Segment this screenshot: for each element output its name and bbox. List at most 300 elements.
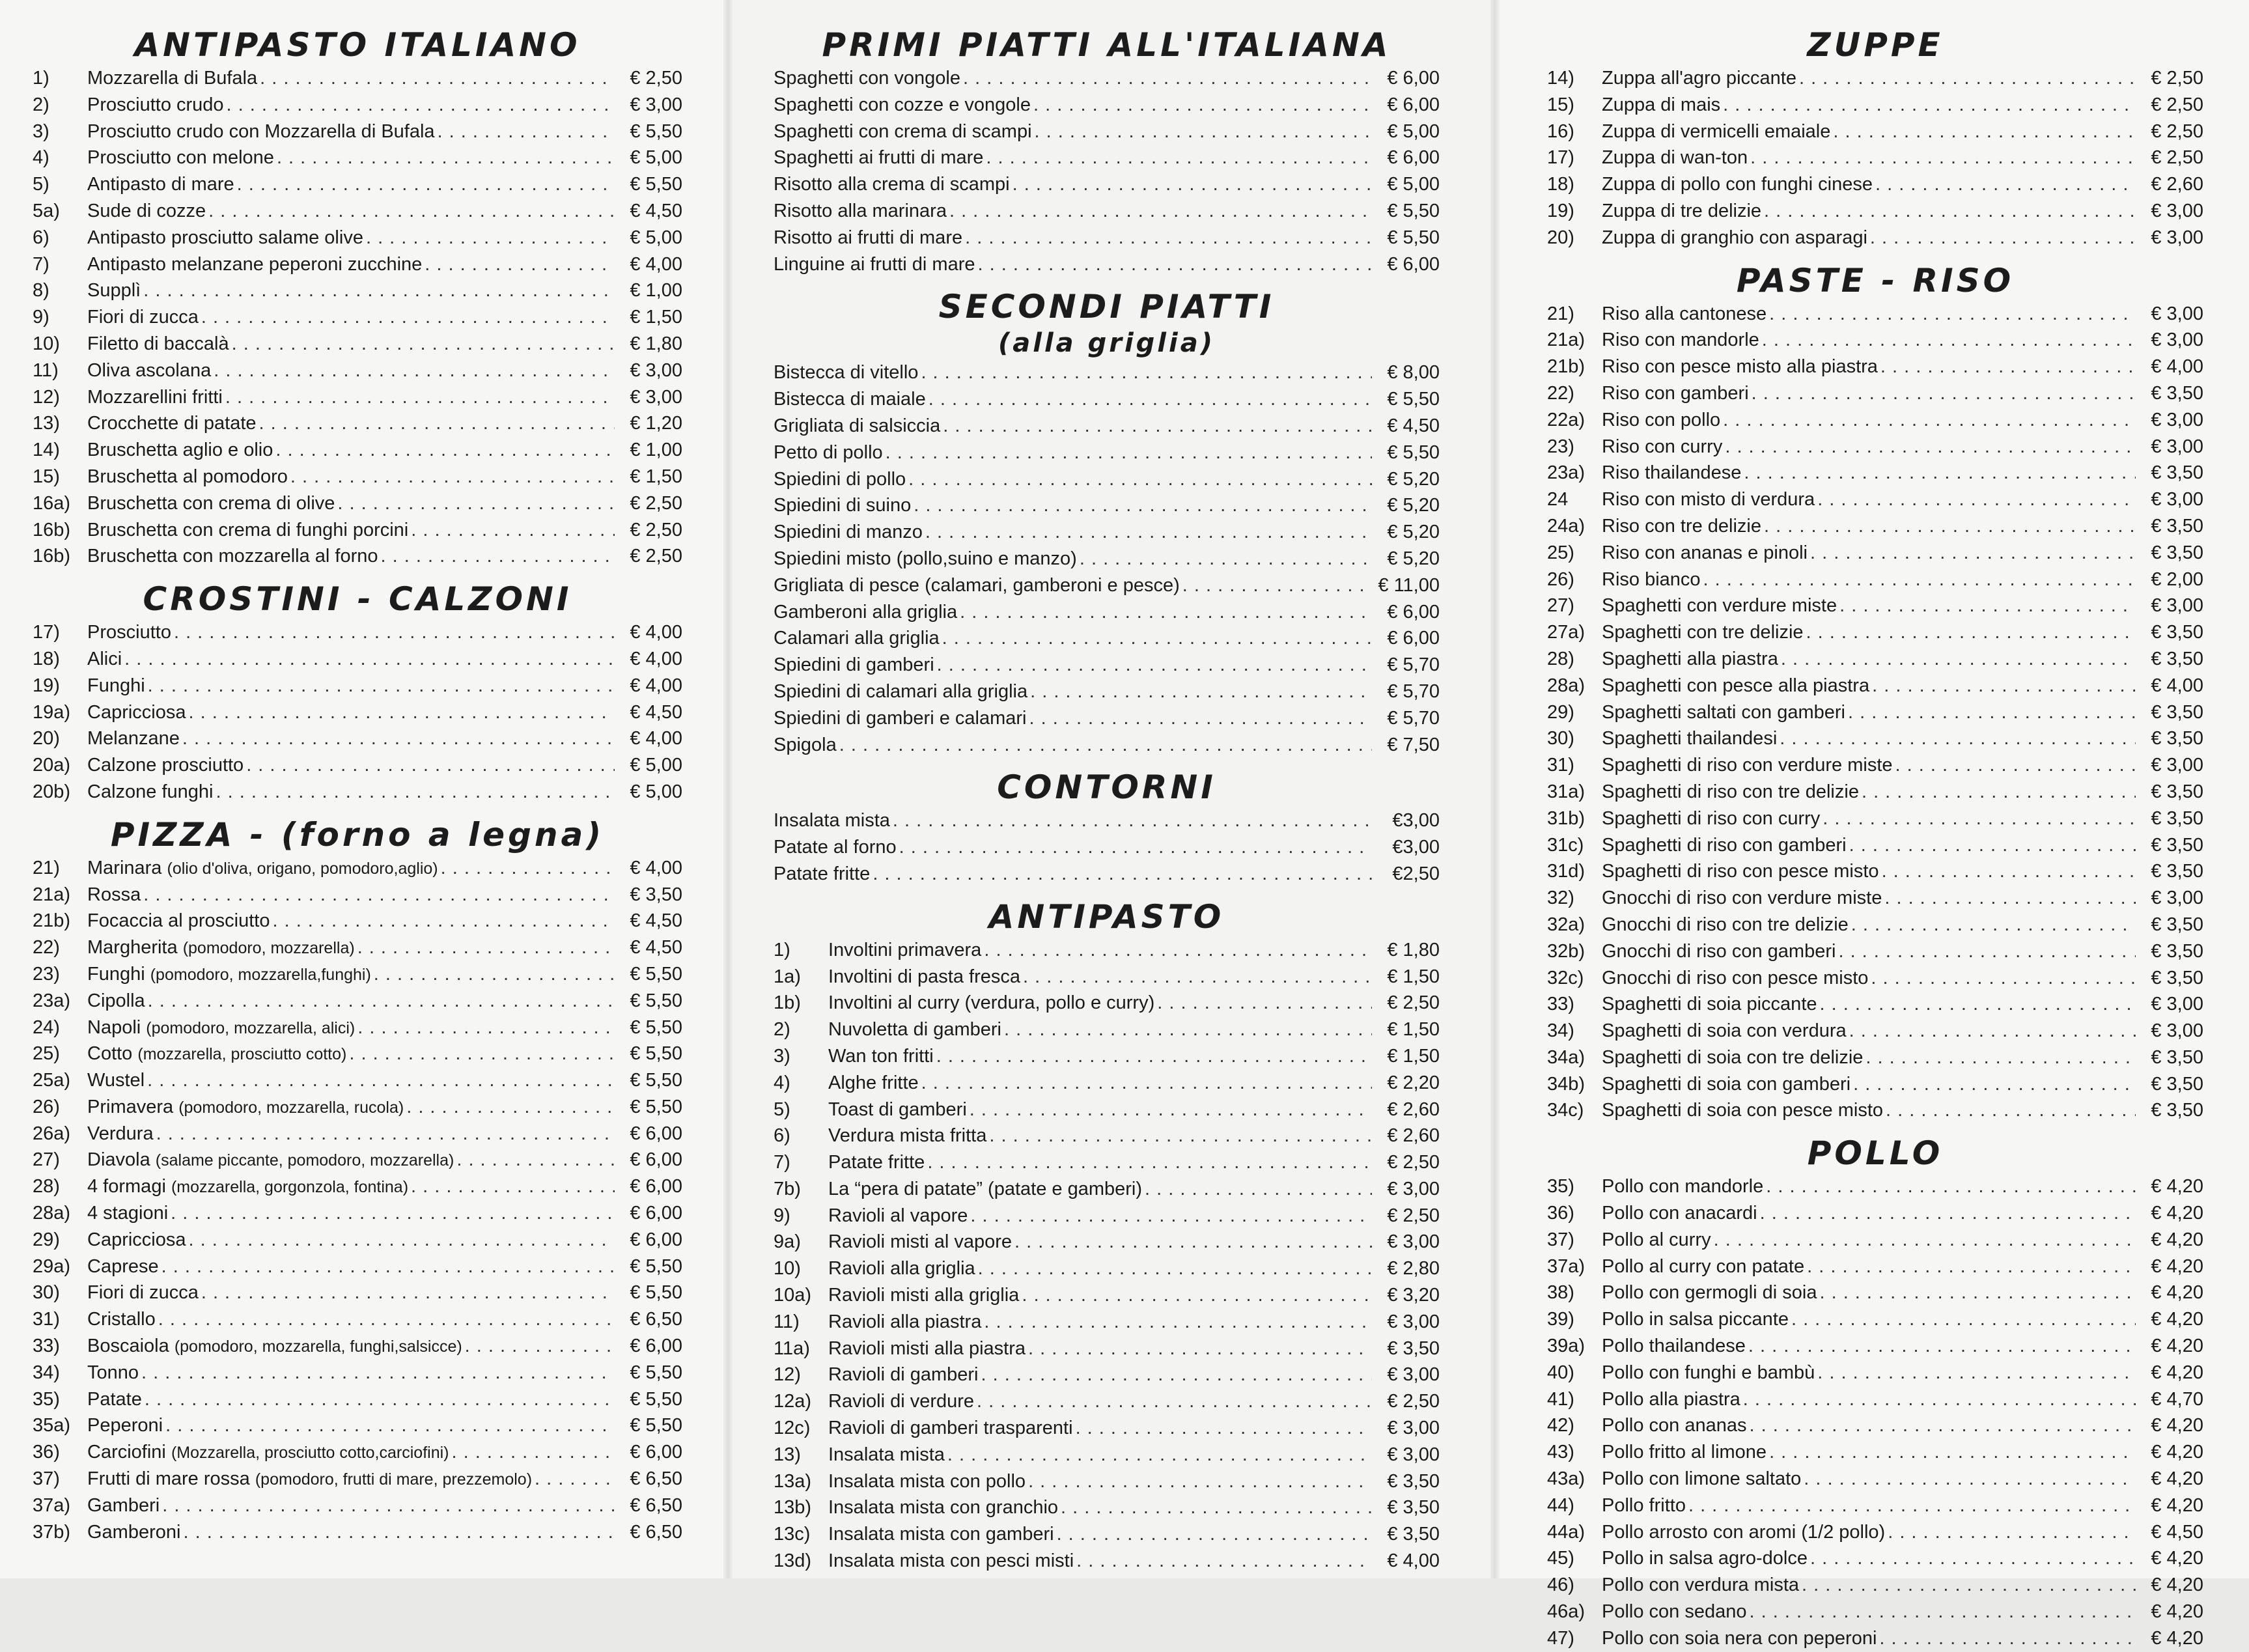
item-name: [774, 386, 926, 413]
item-name: [87, 357, 211, 384]
item-name: [828, 1149, 925, 1176]
item-number: 24: [1547, 489, 1569, 511]
dot-leader: [189, 1227, 615, 1253]
menu-item: [1547, 1044, 2203, 1071]
dot-leader: [1766, 1173, 2136, 1200]
item-number: 21): [33, 857, 60, 878]
dot-leader: [1030, 679, 1372, 705]
menu-item: [774, 171, 1440, 198]
item-number: 6): [33, 227, 49, 248]
item-number: 36): [1547, 1203, 1574, 1224]
item-name: [87, 1360, 139, 1386]
menu-item: [774, 964, 1440, 990]
menu-item: [1547, 1572, 2203, 1599]
item-name-text: Pollo con germogli di soia: [1602, 1282, 1817, 1304]
item-name: [1602, 1071, 1851, 1098]
dot-leader: [929, 386, 1372, 413]
dot-leader: [1752, 380, 2136, 407]
menu-item: [33, 619, 682, 646]
item-number: 2): [33, 94, 49, 115]
dot-leader: [374, 961, 615, 988]
menu-section: [774, 767, 1440, 887]
dot-leader: [277, 145, 615, 171]
menu-item: [774, 492, 1440, 519]
dot-leader: [165, 1412, 615, 1439]
menu-item: [774, 1336, 1440, 1362]
section-title: CONTORNI: [997, 768, 1216, 807]
item-price: € 5,50: [630, 1362, 682, 1383]
menu-item: [33, 752, 682, 779]
dot-leader: [1810, 1545, 2136, 1572]
dot-leader: [978, 251, 1373, 278]
item-price: € 2,50: [2151, 147, 2203, 169]
menu-item: [774, 834, 1440, 861]
item-name: [87, 961, 371, 988]
item-price: € 3,00: [2151, 994, 2203, 1015]
item-name-text: Insalata mista con gamberi: [828, 1524, 1054, 1545]
item-name: [1602, 1173, 1763, 1200]
item-number: 27): [33, 1149, 60, 1171]
item-name-text: Involtini al curry (verdura, pollo e curry): [828, 992, 1155, 1014]
menu-item: [33, 1041, 682, 1067]
item-name-text: Patate fritte: [774, 863, 871, 884]
item-name-text: Ravioli misti alla piastra: [828, 1337, 1026, 1359]
item-name-text: Spigola: [774, 734, 837, 755]
dot-leader: [411, 517, 615, 544]
menu-item: [33, 198, 682, 225]
item-number: 45): [1547, 1548, 1574, 1569]
item-name: [87, 934, 355, 962]
item-number: 6): [774, 1125, 790, 1147]
item-name-text: Pollo con funghi e bambù: [1602, 1362, 1815, 1383]
dot-leader: [441, 855, 615, 882]
item-name-text: Ravioli alla piastra: [828, 1311, 982, 1332]
item-name-text: Spaghetti di riso con pesce misto: [1602, 861, 1879, 882]
item-number: 27): [1547, 595, 1574, 617]
item-name: [1602, 1439, 1767, 1466]
item-price: € 3,50: [2151, 701, 2203, 723]
item-price: € 4,00: [2151, 675, 2203, 696]
item-price: € 4,20: [2151, 1601, 2203, 1623]
item-price: € 5,00: [1387, 174, 1440, 195]
menu-item: [1547, 1386, 2203, 1413]
dot-leader: [1076, 1415, 1372, 1442]
menu-item: [1547, 1253, 2203, 1280]
menu-item: [1547, 991, 2203, 1018]
dot-leader: [1848, 699, 2136, 726]
item-name-text: Spaghetti con vongole: [774, 68, 960, 89]
item-name: [774, 861, 870, 888]
item-name: [1602, 65, 1796, 92]
menu-item: [774, 145, 1440, 171]
menu-item: [33, 357, 682, 384]
item-ingredients: (pomodoro, frutti di mare, prezzemolo): [255, 1470, 533, 1489]
dot-leader: [937, 652, 1372, 679]
menu-item: [33, 1360, 682, 1386]
item-number: 1): [33, 68, 49, 89]
item-number: 12): [774, 1364, 801, 1386]
menu-item: [33, 543, 682, 570]
item-name-text: Toast di gamberi: [828, 1099, 967, 1120]
item-name-text: Zuppa di mais: [1602, 94, 1721, 115]
dot-leader: [1744, 460, 2136, 486]
menu-item: [33, 1306, 682, 1333]
item-number: 4): [774, 1072, 790, 1093]
item-ingredients: (pomodoro, mozzarella, alici): [146, 1018, 356, 1037]
menu-item: [33, 119, 682, 145]
item-name: [87, 410, 257, 437]
item-price: € 4,50: [630, 200, 682, 221]
dot-leader: [981, 1362, 1373, 1388]
item-number: 26): [1547, 568, 1574, 590]
item-name: [828, 1176, 1142, 1203]
item-name-text: Gnocchi di riso con tre delizie: [1602, 914, 1849, 935]
item-name: [1602, 301, 1767, 328]
item-price: € 4,00: [630, 728, 682, 749]
item-name: [87, 1306, 156, 1333]
item-price: € 3,50: [2151, 1100, 2203, 1121]
item-name: [87, 699, 186, 726]
item-name: [774, 705, 1026, 732]
menu-item: [1547, 1097, 2203, 1124]
dot-leader: [1748, 1333, 2136, 1360]
item-price: € 4,20: [2151, 1575, 2203, 1596]
menu-item: [33, 1333, 682, 1360]
item-name-text: Risotto ai frutti di mare: [774, 227, 963, 248]
item-number: 12a): [774, 1391, 812, 1412]
item-name: [774, 145, 983, 171]
item-number: 31): [33, 1309, 60, 1330]
item-name-text: Crocchette di patate: [87, 413, 257, 434]
item-name-text: Riso con misto di verdura: [1602, 489, 1815, 511]
menu-item: [1547, 832, 2203, 859]
item-number: 9): [774, 1205, 790, 1226]
item-name-text: Pollo thailandese: [1602, 1336, 1746, 1357]
item-name: [1602, 1306, 1789, 1333]
item-name: [1602, 119, 1830, 145]
item-name: [1602, 1333, 1746, 1360]
item-name-text: Spiedini di gamberi e calamari: [774, 707, 1027, 729]
item-number: 19): [1547, 200, 1574, 221]
item-number: 17): [33, 622, 60, 643]
item-name: [1602, 1545, 1808, 1572]
dot-leader: [158, 1306, 615, 1333]
item-price: € 4,20: [2151, 1494, 2203, 1516]
item-name-text: Ravioli alla griglia: [828, 1258, 975, 1280]
item-price: € 5,50: [630, 990, 682, 1011]
item-name-text: Sude di cozze: [87, 200, 206, 221]
item-price: € 4,20: [2151, 1176, 2203, 1197]
item-number: 43a): [1547, 1468, 1585, 1490]
item-price: € 4,50: [630, 937, 682, 959]
item-price: € 4,20: [2151, 1415, 2203, 1436]
item-number: 39a): [1547, 1336, 1585, 1357]
item-name-text: Risotto alla marinara: [774, 200, 947, 221]
item-name-text: Supplì: [87, 280, 141, 301]
item-price: € 5,50: [630, 120, 682, 142]
menu-item: [33, 65, 682, 92]
menu-item: [774, 990, 1440, 1016]
item-number: 19a): [33, 701, 71, 723]
menu-item: [774, 679, 1440, 705]
item-price: € 3,00: [2151, 489, 2203, 511]
menu-item: [33, 331, 682, 357]
item-name: [87, 92, 224, 119]
menu-item: [1547, 965, 2203, 992]
item-number: 14): [1547, 68, 1574, 89]
item-name-text: Spaghetti di soia con tre delizie: [1602, 1046, 1864, 1068]
dot-leader: [1882, 858, 2136, 885]
item-number: 25): [1547, 542, 1574, 563]
item-name: [1602, 225, 1867, 251]
item-price: € 3,50: [2151, 967, 2203, 988]
item-number: 13c): [774, 1524, 811, 1545]
item-name-text: Pollo con limone saltato: [1602, 1468, 1802, 1490]
dot-leader: [1839, 593, 2136, 619]
menu-item: [33, 517, 682, 544]
dot-leader: [1764, 198, 2136, 225]
item-price: € 2,50: [2151, 120, 2203, 142]
dot-leader: [914, 492, 1372, 519]
item-name-text: Spaghetti con cozze e vongole: [774, 94, 1031, 115]
dot-leader: [141, 1360, 615, 1386]
item-number: 13): [774, 1444, 801, 1465]
item-price: € 2,00: [2151, 568, 2203, 590]
menu-item-list: [774, 65, 1440, 277]
item-number: 38): [1547, 1282, 1574, 1304]
item-name-text: Pollo con anacardi: [1602, 1203, 1757, 1224]
item-name: [87, 490, 335, 517]
dot-leader: [963, 65, 1372, 92]
item-name-text: Grigliata di pesce (calamari, gamberoni e pesce): [774, 574, 1180, 596]
dot-leader: [156, 1121, 615, 1147]
item-name-text: Pollo arrosto con aromi (1/2 pollo): [1602, 1521, 1886, 1543]
menu-item: [1547, 646, 2203, 673]
item-name-text: Linguine ai frutti di mare: [774, 253, 975, 275]
dot-leader: [1764, 513, 2136, 540]
item-name-text: Patate: [87, 1388, 142, 1410]
item-name: [828, 1203, 968, 1229]
item-name: [1602, 1253, 1804, 1280]
menu-item: [1547, 1280, 2203, 1306]
item-number: 29): [1547, 701, 1574, 723]
item-name: [87, 464, 288, 490]
item-number: 42): [1547, 1415, 1574, 1436]
dot-leader: [1862, 779, 2136, 805]
item-name-text: Calzone funghi: [87, 781, 214, 802]
item-price: € 3,50: [2151, 861, 2203, 882]
item-name: [774, 119, 1032, 145]
item-name: [774, 65, 960, 92]
item-name: [1602, 752, 1893, 779]
menu-item: [33, 145, 682, 171]
item-price: € 2,60: [1387, 1099, 1440, 1120]
item-number: 1): [774, 939, 790, 960]
menu-item: [33, 1173, 682, 1200]
dot-leader: [161, 1253, 615, 1280]
item-name: [774, 732, 837, 759]
item-name: [1602, 380, 1749, 407]
item-price: € 3,00: [2151, 227, 2203, 248]
item-number: 25): [33, 1043, 60, 1065]
item-name-text: Antipasto di mare: [87, 174, 234, 195]
item-name-text: Spiedini di manzo: [774, 522, 923, 543]
item-number: 34): [1547, 1020, 1574, 1042]
item-price: € 5,70: [1387, 707, 1440, 729]
item-number: 21b): [33, 910, 71, 932]
item-name: [1602, 1599, 1747, 1625]
menu-item: [1547, 1599, 2203, 1625]
dot-leader: [124, 646, 615, 673]
item-name-text: Cristallo: [87, 1309, 156, 1330]
item-name-text: Patate fritte: [828, 1152, 925, 1173]
item-price: €2,50: [1392, 863, 1440, 884]
item-number: 5a): [33, 200, 60, 221]
item-name: [1602, 699, 1845, 726]
item-name: [87, 1067, 145, 1094]
dot-leader: [208, 198, 615, 225]
item-name: [1602, 965, 1868, 992]
item-number: 9a): [774, 1231, 801, 1253]
item-price: € 6,50: [630, 1309, 682, 1330]
menu-item: [774, 466, 1440, 493]
menu-item: [33, 961, 682, 988]
item-number: 10a): [774, 1285, 812, 1306]
item-price: € 5,50: [630, 1255, 682, 1277]
menu-item: [33, 464, 682, 490]
item-name: [1602, 513, 1761, 540]
item-price: € 7,50: [1387, 734, 1440, 755]
item-name: [87, 543, 378, 570]
item-name: [1602, 938, 1836, 965]
menu-item-list: [33, 619, 682, 805]
dot-leader: [1145, 1176, 1372, 1203]
item-name-text: Grigliata di salsiccia: [774, 415, 941, 436]
menu-item-list: [774, 359, 1440, 758]
item-name-text: Spaghetti con tre delizie: [1602, 622, 1804, 643]
item-number: 32c): [1547, 967, 1584, 988]
dot-leader: [1872, 673, 2136, 699]
item-price: € 3,50: [2151, 1046, 2203, 1068]
menu-item-list: [774, 937, 1440, 1575]
menu-item: [33, 699, 682, 726]
item-name-text: Pollo fritto: [1602, 1494, 1686, 1516]
item-name-text: Bruschetta al pomodoro: [87, 466, 288, 487]
menu-item: [1547, 1071, 2203, 1098]
item-price: € 2,80: [1387, 1258, 1440, 1280]
dot-leader: [456, 1147, 615, 1173]
item-price: € 3,00: [2151, 595, 2203, 617]
item-name-text: Fiori di zucca: [87, 307, 199, 328]
item-price: € 2,50: [630, 68, 682, 89]
menu-section: [1547, 1133, 2203, 1651]
item-number: 33): [1547, 994, 1574, 1015]
menu-item: [774, 251, 1440, 278]
item-name: [774, 359, 918, 386]
menu-item: [1547, 567, 2203, 593]
item-name-text: Caprese: [87, 1255, 159, 1277]
menu-item: [1547, 1173, 2203, 1200]
item-price: € 2,50: [1387, 992, 1440, 1014]
menu-item: [33, 1439, 682, 1466]
menu-item: [1547, 434, 2203, 460]
menu-item: [1547, 858, 2203, 885]
item-name-text: Ravioli di verdure: [828, 1391, 975, 1412]
dot-leader: [978, 1255, 1372, 1282]
dot-leader: [1013, 171, 1372, 198]
menu-item: [774, 440, 1440, 466]
item-name-text: Spiedini di calamari alla griglia: [774, 680, 1028, 702]
item-ingredients: (Mozzarella, prosciutto cotto,carciofini): [171, 1444, 449, 1463]
menu-item: [33, 646, 682, 673]
item-name: [87, 304, 199, 331]
item-number: 13): [33, 413, 60, 434]
item-name-text: Margherita: [87, 937, 178, 959]
dot-leader: [232, 331, 615, 357]
item-name-text: Spaghetti con crema di scampi: [774, 120, 1032, 142]
item-name-text: Pollo con ananas: [1602, 1415, 1747, 1436]
item-name-text: Pollo con verdura mista: [1602, 1575, 1800, 1596]
menu-item: [774, 861, 1440, 888]
item-price: € 5,00: [1387, 120, 1440, 142]
dot-leader: [1879, 1625, 2136, 1652]
item-price: € 4,20: [2151, 1255, 2203, 1277]
item-name-text: Zuppa di granghio con asparagi: [1602, 227, 1867, 248]
dot-leader: [143, 882, 615, 908]
item-name-text: Bistecca di maiale: [774, 389, 926, 410]
item-number: 39): [1547, 1309, 1574, 1330]
item-number: 15): [1547, 94, 1574, 115]
item-name-text: Spaghetti con pesce alla piastra: [1602, 675, 1870, 696]
item-price: € 3,50: [2151, 462, 2203, 484]
item-name-text: Spaghetti di soia con gamberi: [1602, 1073, 1851, 1095]
item-name: [1602, 145, 1748, 171]
item-name: [1602, 1412, 1747, 1439]
dot-leader: [290, 464, 615, 490]
menu-item: [1547, 619, 2203, 646]
item-name-text: Bruschetta con mozzarella al forno: [87, 546, 378, 567]
item-number: 13a): [774, 1470, 812, 1492]
item-number: 21): [1547, 303, 1574, 324]
item-number: 3): [774, 1045, 790, 1067]
menu-item: [1547, 1412, 2203, 1439]
menu-item: [33, 92, 682, 119]
item-price: € 5,50: [1387, 441, 1440, 463]
item-price: € 6,00: [630, 1149, 682, 1171]
menu-item: [774, 1362, 1440, 1388]
item-number: 5): [33, 174, 49, 195]
menu-item: [774, 625, 1440, 652]
item-price: € 4,20: [2151, 1336, 2203, 1357]
item-name: [1602, 725, 1777, 752]
dot-leader: [1028, 1336, 1372, 1362]
item-number: 37): [1547, 1229, 1574, 1250]
item-number: 23): [33, 963, 60, 985]
item-name: [87, 384, 223, 411]
item-price: € 5,00: [630, 755, 682, 776]
dot-leader: [1029, 705, 1372, 732]
dot-leader: [465, 1333, 615, 1360]
item-number: 35): [1547, 1176, 1574, 1197]
item-name: [774, 625, 940, 652]
item-price: € 1,80: [1387, 939, 1440, 960]
item-price: € 4,00: [630, 857, 682, 878]
item-price: € 3,00: [2151, 409, 2203, 430]
item-price: € 3,50: [2151, 542, 2203, 563]
menu-section: [33, 815, 682, 1546]
item-number: 3): [33, 120, 49, 142]
item-name-text: Funghi: [87, 675, 145, 696]
